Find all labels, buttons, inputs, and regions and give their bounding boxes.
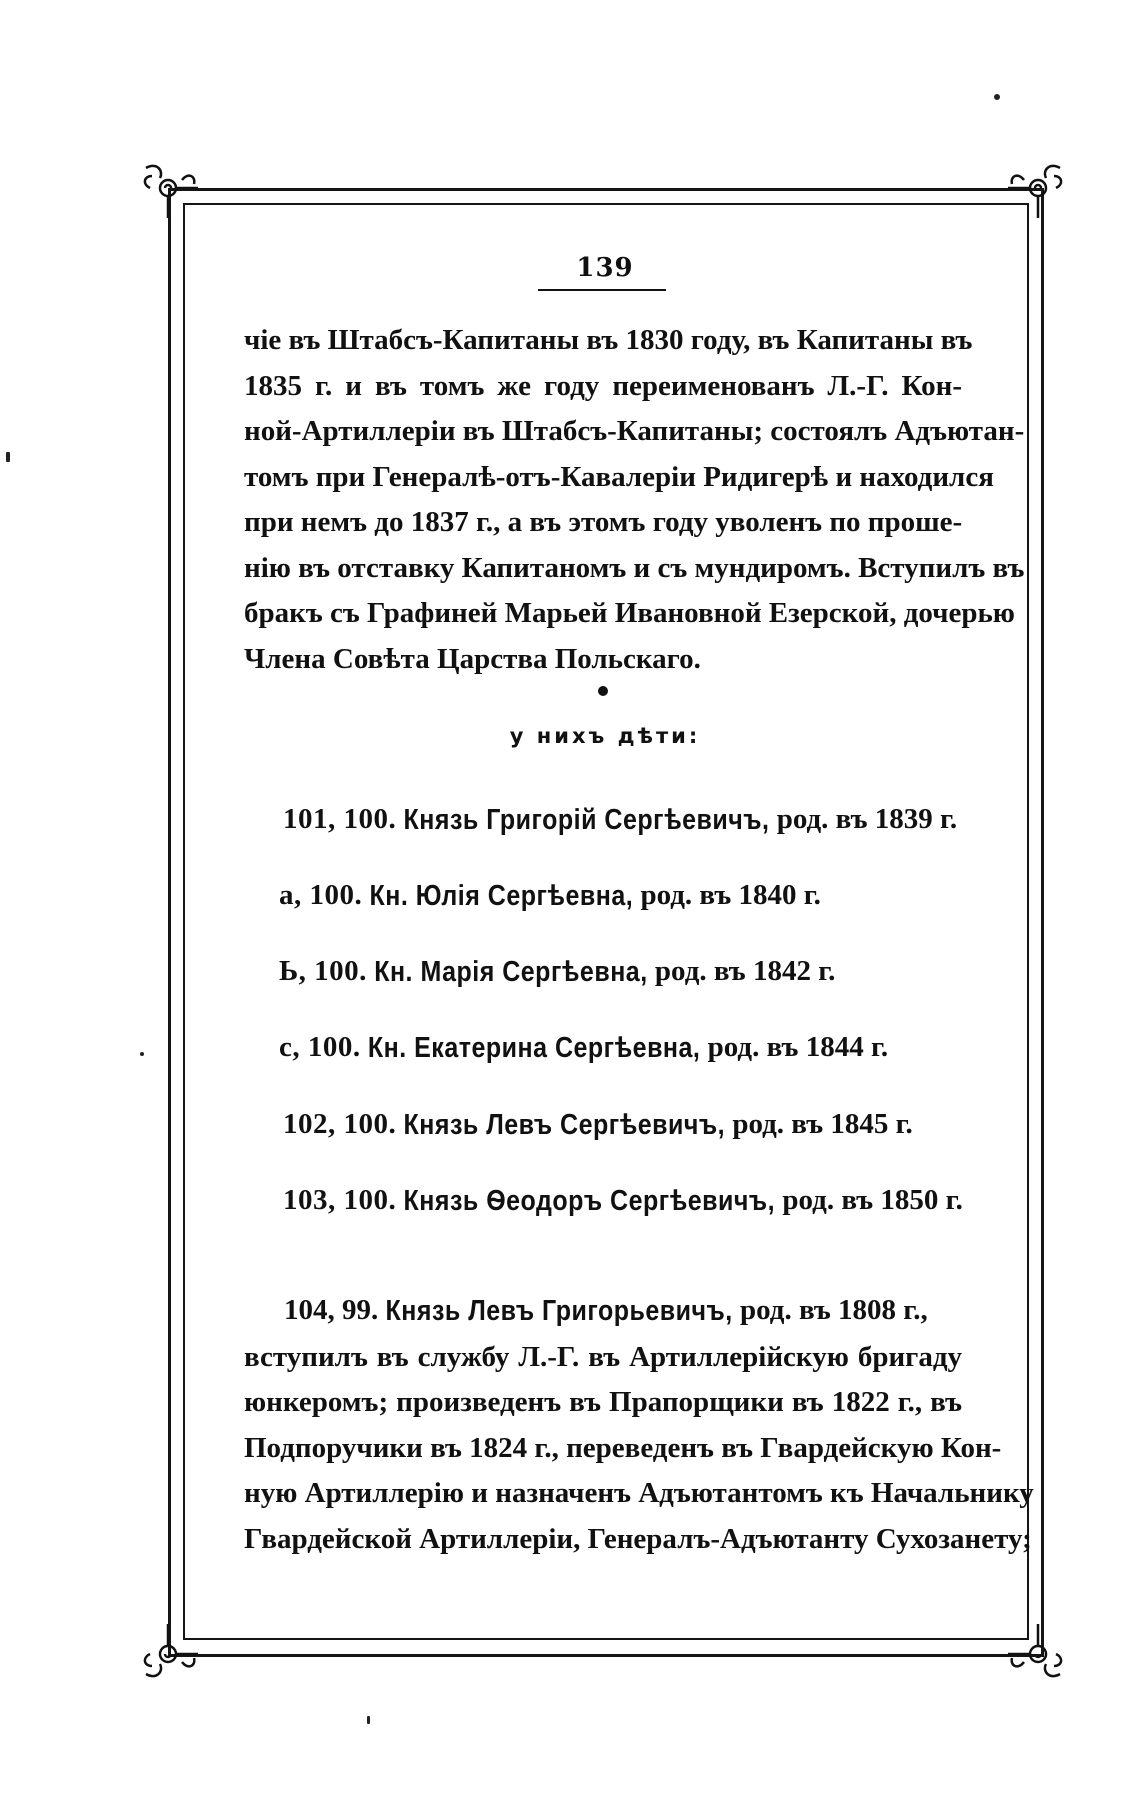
entry-birth: род. въ 1842 г. [654, 955, 836, 987]
text-line: томъ при Генералѣ-отъ-Кавалеріи Ридигерѣ и находился [244, 460, 994, 493]
text-line: ной-Артиллеріи въ Штабсъ-Капитаны; состоялъ Адъютан- [244, 415, 1025, 447]
text-line: Гвардейской Артиллеріи, Генералъ-Адъютанту Сухозанету; [244, 1522, 1032, 1555]
scan-speck [140, 1052, 144, 1056]
children-heading: у нихъ дѣти: [509, 724, 701, 748]
genealogy-entry [283, 803, 957, 836]
entry-id: 103, 100. [283, 1184, 397, 1216]
entry-name: Князь Левъ Сергѣевичъ, [403, 1108, 726, 1142]
corner-ornament-top-right [1004, 158, 1068, 222]
corner-ornament-bottom-right [1004, 1620, 1068, 1684]
entry-id: 101, 100. [283, 803, 397, 835]
section-bullet [598, 686, 608, 696]
entry-birth: род. въ 1808 г., [739, 1294, 928, 1326]
entry-name: Князь Левъ Григорьевичъ, [385, 1294, 733, 1327]
corner-ornament-bottom-left [138, 1620, 202, 1684]
entry-name: Кн. Марія Сергѣевна, [374, 955, 648, 989]
genealogy-entry [279, 879, 821, 912]
entry-id: с, 100. [279, 1031, 361, 1063]
genealogy-entry [279, 1031, 888, 1064]
entry-104-paragraph [244, 1288, 1034, 1562]
scan-speck [6, 452, 10, 462]
entry-name: Кн. Екатерина Сергѣевна, [367, 1031, 701, 1065]
entry-birth: род. въ 1845 г. [732, 1108, 913, 1140]
corner-ornament-top-left [138, 158, 202, 222]
scan-speck [367, 1716, 370, 1724]
entry-birth: род. въ 1840 г. [640, 879, 821, 911]
entry-id: 102, 100. [283, 1108, 397, 1140]
scan-speck [994, 94, 1000, 100]
text-line: вступилъ въ службу Л.-Г. въ Артиллерійскую бригаду [244, 1340, 962, 1373]
text-line: нію въ отставку Капитаномъ и съ мундиромъ. Вступилъ въ [244, 551, 1025, 584]
text-line: Члена Совѣта Царства Польскаго. [244, 642, 701, 675]
entry-id: Ь, 100. [279, 955, 367, 987]
text-line: бракъ съ Графиней Марьей Ивановной Езерской, дочерью [244, 597, 1015, 629]
page-number-rule [538, 289, 666, 291]
page-number: 139 [576, 253, 634, 283]
entry-birth: род. въ 1850 г. [782, 1184, 963, 1216]
paragraph-continued [244, 318, 1025, 682]
entry-birth: род. въ 1844 г. [707, 1031, 889, 1063]
entry-104-heading-line [244, 1288, 962, 1335]
text-line: чіе въ Штабсъ-Капитаны въ 1830 году, въ Капитаны въ [244, 324, 973, 356]
text-line: 1835 г. и въ томъ же году переименованъ Л.-Г. Кон- [244, 369, 962, 402]
text-line: при немъ до 1837 г., а въ этомъ году уволенъ по проше- [244, 506, 963, 538]
entry-name: Князь Ѳеодоръ Сергѣевичъ, [403, 1184, 776, 1218]
text-line: юнкеромъ; произведенъ въ Прапорщики въ 1822 г., въ [244, 1386, 962, 1418]
entry-id: 104, 99. [284, 1294, 379, 1326]
text-line: ную Артиллерію и назначенъ Адъютантомъ къ Начальнику [244, 1477, 1034, 1509]
genealogy-entry [283, 1108, 913, 1141]
genealogy-entry [283, 1184, 963, 1217]
entry-name: Кн. Юлія Сергѣевна, [369, 879, 634, 913]
entry-id: а, 100. [279, 879, 363, 911]
entry-birth: род. въ 1839 г. [776, 803, 958, 835]
text-line: Подпоручики въ 1824 г., переведенъ въ Гвардейскую Кон- [244, 1431, 1002, 1464]
entry-name: Князь Григорій Сергѣевичъ, [403, 803, 770, 837]
genealogy-entry [279, 955, 835, 988]
